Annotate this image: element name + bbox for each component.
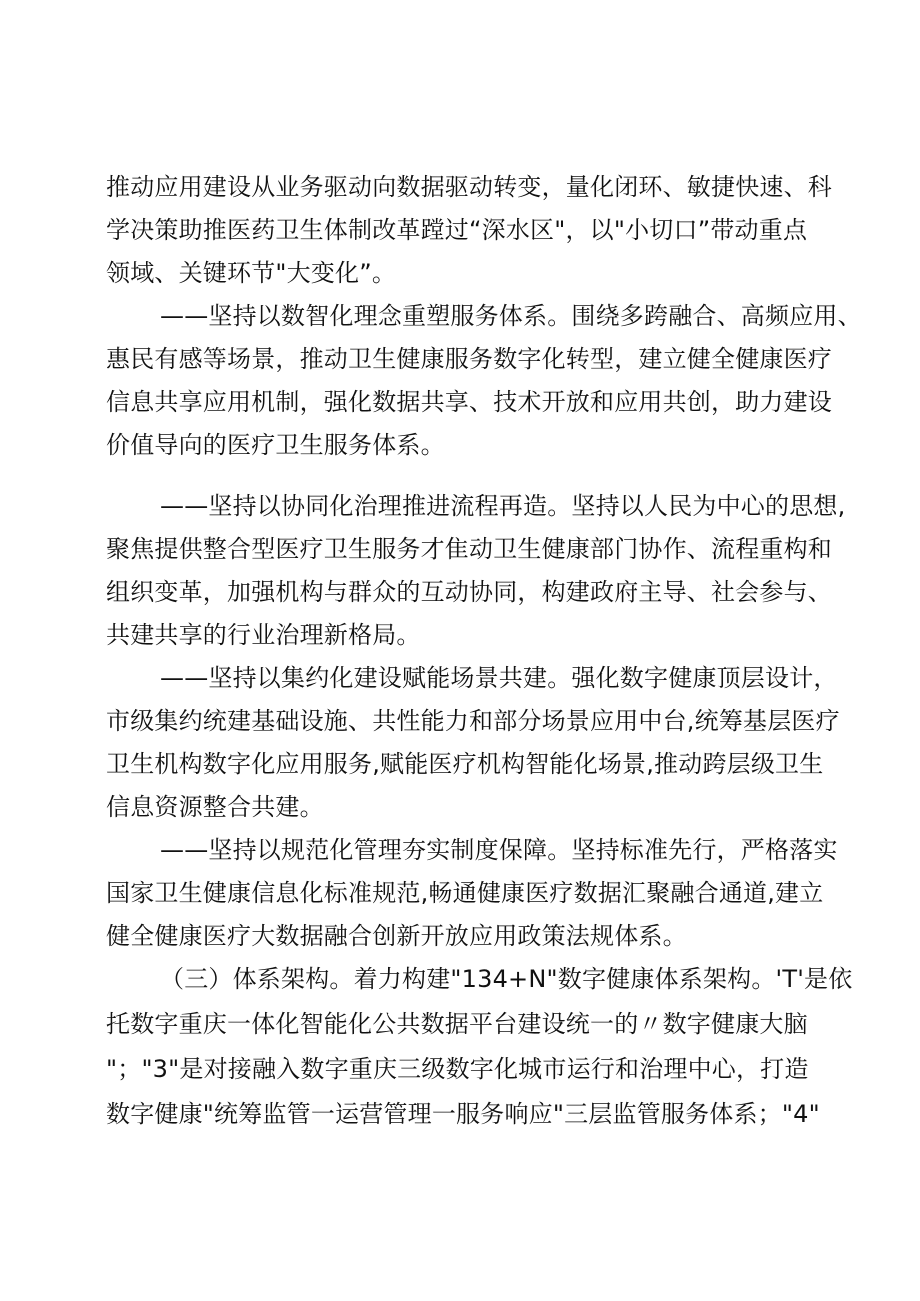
text-line: 聚焦提供整合型医疗卫生服务才隹动卫生健康部门协作、流程重构和 xyxy=(106,535,832,563)
text-line: 学决策助推医药卫生体制改革蹚过“深水区"，以"小切口”带动重点 xyxy=(106,216,808,244)
text-line: 价值导向的医疗卫生服务体系。 xyxy=(106,431,445,459)
text-line: 信息共享应用机制，强化数据共享、技术开放和应用共创，助力建设 xyxy=(106,388,832,416)
text-line: 推动应用建设从业务驱动向数据驱动转变，量化闭环、敏捷快速、科 xyxy=(106,173,832,201)
text-line: 数字健康"统筹监管一运营管理一服务响应"三层监管服务体系；"4" xyxy=(106,1100,820,1128)
text-line: "；"3"是对接融入数字重庆三级数字化城市运行和治理中心，打造 xyxy=(106,1055,809,1083)
text-line: （三）体系架构。着力构建"134+N"数字健康体系架构。'T'是依 xyxy=(160,965,853,993)
text-line: 国家卫生健康信息化标准规范,畅通健康医疗数据汇聚融合通道,建立 xyxy=(106,879,824,907)
text-line: ——坚持以数智化理念重塑服务体系。围绕多跨融合、高频应用、 xyxy=(160,302,862,330)
text-line: 托数字重庆一体化智能化公共数据平台建设统一的〃数字健康大脑 xyxy=(106,1010,808,1038)
text-line: 共建共享的行业治理新格局。 xyxy=(106,621,421,649)
text-line: 领域、关键环节"大变化”。 xyxy=(106,259,397,287)
text-line: 组织变革，加强机构与群众的互动协同，构建政府主导、社会参与、 xyxy=(106,578,832,606)
text-line: ——坚持以规范化管理夯实制度保障。坚持标准先行，严格落实 xyxy=(160,836,838,864)
text-line: 信息资源整合共建。 xyxy=(106,793,324,821)
text-line: 市级集约统建基础设施、共性能力和部分场景应用中台,统筹基层医疗 xyxy=(106,707,840,735)
text-line: ——坚持以集约化建设赋能场景共建。强化数字健康顶层设计， xyxy=(160,664,838,692)
text-line: 健全健康医疗大数据融合创新开放应用政策法规体系。 xyxy=(106,922,687,950)
text-line: 卫生机构数字化应用服务,赋能医疗机构智能化场景,推动跨层级卫生 xyxy=(106,750,824,778)
text-line: 惠民有感等场景，推动卫生健康服务数字化转型，建立健全健康医疗 xyxy=(106,345,832,373)
text-line: ——坚持以协同化治理推进流程再造。坚持以人民为中心的思想, xyxy=(160,492,846,520)
